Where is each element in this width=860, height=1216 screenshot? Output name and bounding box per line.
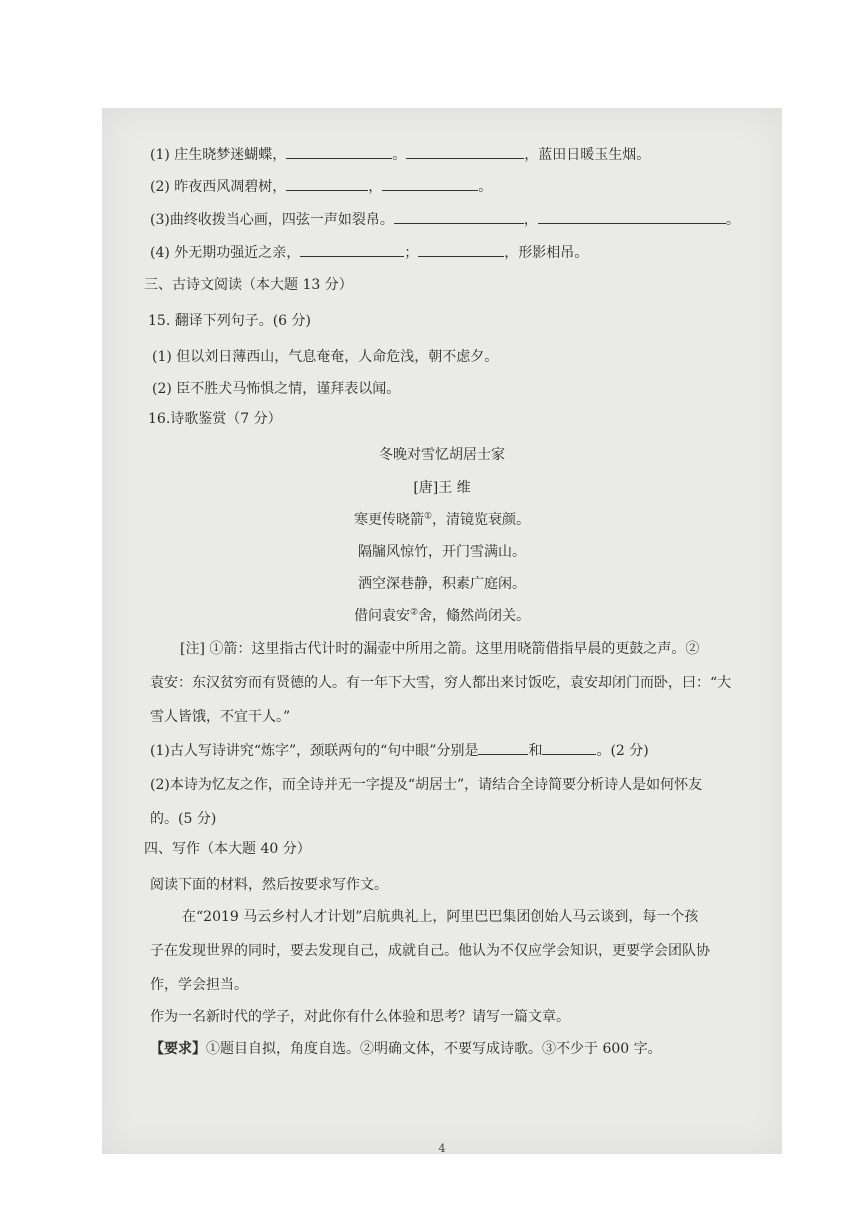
section-3-heading: 三、古诗文阅读（本大题 13 分） <box>144 277 353 293</box>
question-text: (1)古人写诗讲究“炼字”，颈联两句的“句中眼”分别是 <box>150 743 479 759</box>
question-16-item-2: (2)本诗为忆友之作，而全诗并无一字提及“胡居士”，请结合全诗简要分析诗人是如何怀友 <box>150 777 703 793</box>
question-16-title: 16.诗歌鉴赏（7 分） <box>148 411 282 427</box>
material-line-2: 子在发现世界的同时，要去发现自己，成就自己。他认为不仅应学会知识，更要学会团队协 <box>150 943 710 959</box>
answer-blank[interactable] <box>286 178 368 191</box>
answer-blank[interactable] <box>542 742 596 755</box>
question-text: (3)曲终收拨当心画，四弦一声如裂帛。 <box>150 212 394 228</box>
question-text: ，蓝田日暖玉生烟。 <box>524 147 651 163</box>
poem-title: 冬晚对雪忆胡居士家 <box>379 447 505 463</box>
question-text: (4) 外无期功强近之亲， <box>150 245 301 261</box>
poem-line-2: 隔牖风惊竹，开门雪满山。 <box>358 544 526 560</box>
fill-question-2 <box>150 178 492 196</box>
punctuation: ， <box>523 212 538 228</box>
answer-blank[interactable] <box>418 244 504 257</box>
answer-blank[interactable] <box>382 178 478 191</box>
punctuation: 。 <box>478 179 493 195</box>
poem-author: [唐]王 维 <box>413 480 471 496</box>
note-line-1: [注] ①箭：这里指古代计时的漏壶中所用之箭。这里用晓箭借指早晨的更鼓之声。② <box>180 641 700 657</box>
question-text: 。(2 分) <box>596 743 649 759</box>
footnote-marker: ② <box>409 607 419 618</box>
requirements-text: ①题目自拟，角度自选。②明确文体，不要写成诗歌。③不少于 600 字。 <box>206 1041 662 1057</box>
note-line-3: 雪人皆饿，不宜干人。” <box>150 709 291 725</box>
punctuation: 。 <box>725 212 740 228</box>
exam-page <box>102 108 782 1154</box>
poem-text: 借问袁安 <box>353 608 410 624</box>
question-16-item-2-cont: 的。(5 分) <box>150 811 217 827</box>
poem-text: 寒更传晓箭 <box>353 512 424 528</box>
question-text: (1) 庄生晓梦迷蝴蝶， <box>150 147 287 163</box>
poem-text: ，清镜览衰颜。 <box>432 512 531 528</box>
material-line-1: 在“2019 马云乡村人才计划”启航典礼上，阿里巴巴集团创始人马云谈到，每一个孩 <box>182 909 699 925</box>
question-text: 和 <box>528 743 543 759</box>
question-text: (2) 昨夜西风凋碧树， <box>150 179 287 195</box>
footnote-marker: ① <box>423 511 433 522</box>
poem-line-1 <box>102 509 782 529</box>
question-15-item-2: (2) 臣不胜犬马怖惧之情，谨拜表以闻。 <box>152 381 401 397</box>
question-16-item-1 <box>150 742 649 760</box>
punctuation: ， <box>368 179 383 195</box>
note-line-2: 袁安：东汉贫穷而有贤德的人。有一年下大雪，穷人都出来讨饭吃，袁安却闭门而卧，曰：“大 <box>150 675 732 691</box>
answer-blank[interactable] <box>286 146 392 159</box>
punctuation: ； <box>404 245 419 261</box>
answer-blank[interactable] <box>478 742 528 755</box>
answer-blank[interactable] <box>394 211 524 224</box>
writing-instruction: 阅读下面的材料，然后按要求写作文。 <box>150 877 388 893</box>
question-15-title: 15. 翻译下列句子。(6 分) <box>148 313 311 329</box>
material-line-3: 作，学会担当。 <box>150 977 248 993</box>
writing-prompt: 作为一名新时代的学子，对此你有什么体验和思考？请写一篇文章。 <box>150 1009 570 1025</box>
fill-question-4 <box>150 244 588 262</box>
poem-text: 舍，翛然尚闭关。 <box>418 608 531 624</box>
answer-blank[interactable] <box>406 146 524 159</box>
punctuation: 。 <box>392 147 407 163</box>
answer-blank[interactable] <box>538 211 726 224</box>
poem-line-3: 洒空深巷静，积素广庭闲。 <box>358 576 526 592</box>
question-text: ，形影相吊。 <box>504 245 589 261</box>
answer-blank[interactable] <box>300 244 404 257</box>
section-4-heading: 四、写作（本大题 40 分） <box>144 841 311 857</box>
writing-requirements <box>150 1040 662 1058</box>
poem-line-4 <box>102 605 782 625</box>
fill-question-3 <box>150 211 740 229</box>
requirements-label: 【要求】 <box>150 1041 206 1057</box>
question-15-item-1: (1) 但以刘日薄西山，气息奄奄，人命危浅，朝不虑夕。 <box>152 349 499 365</box>
fill-question-1 <box>150 146 650 164</box>
page-number: 4 <box>438 1142 446 1155</box>
